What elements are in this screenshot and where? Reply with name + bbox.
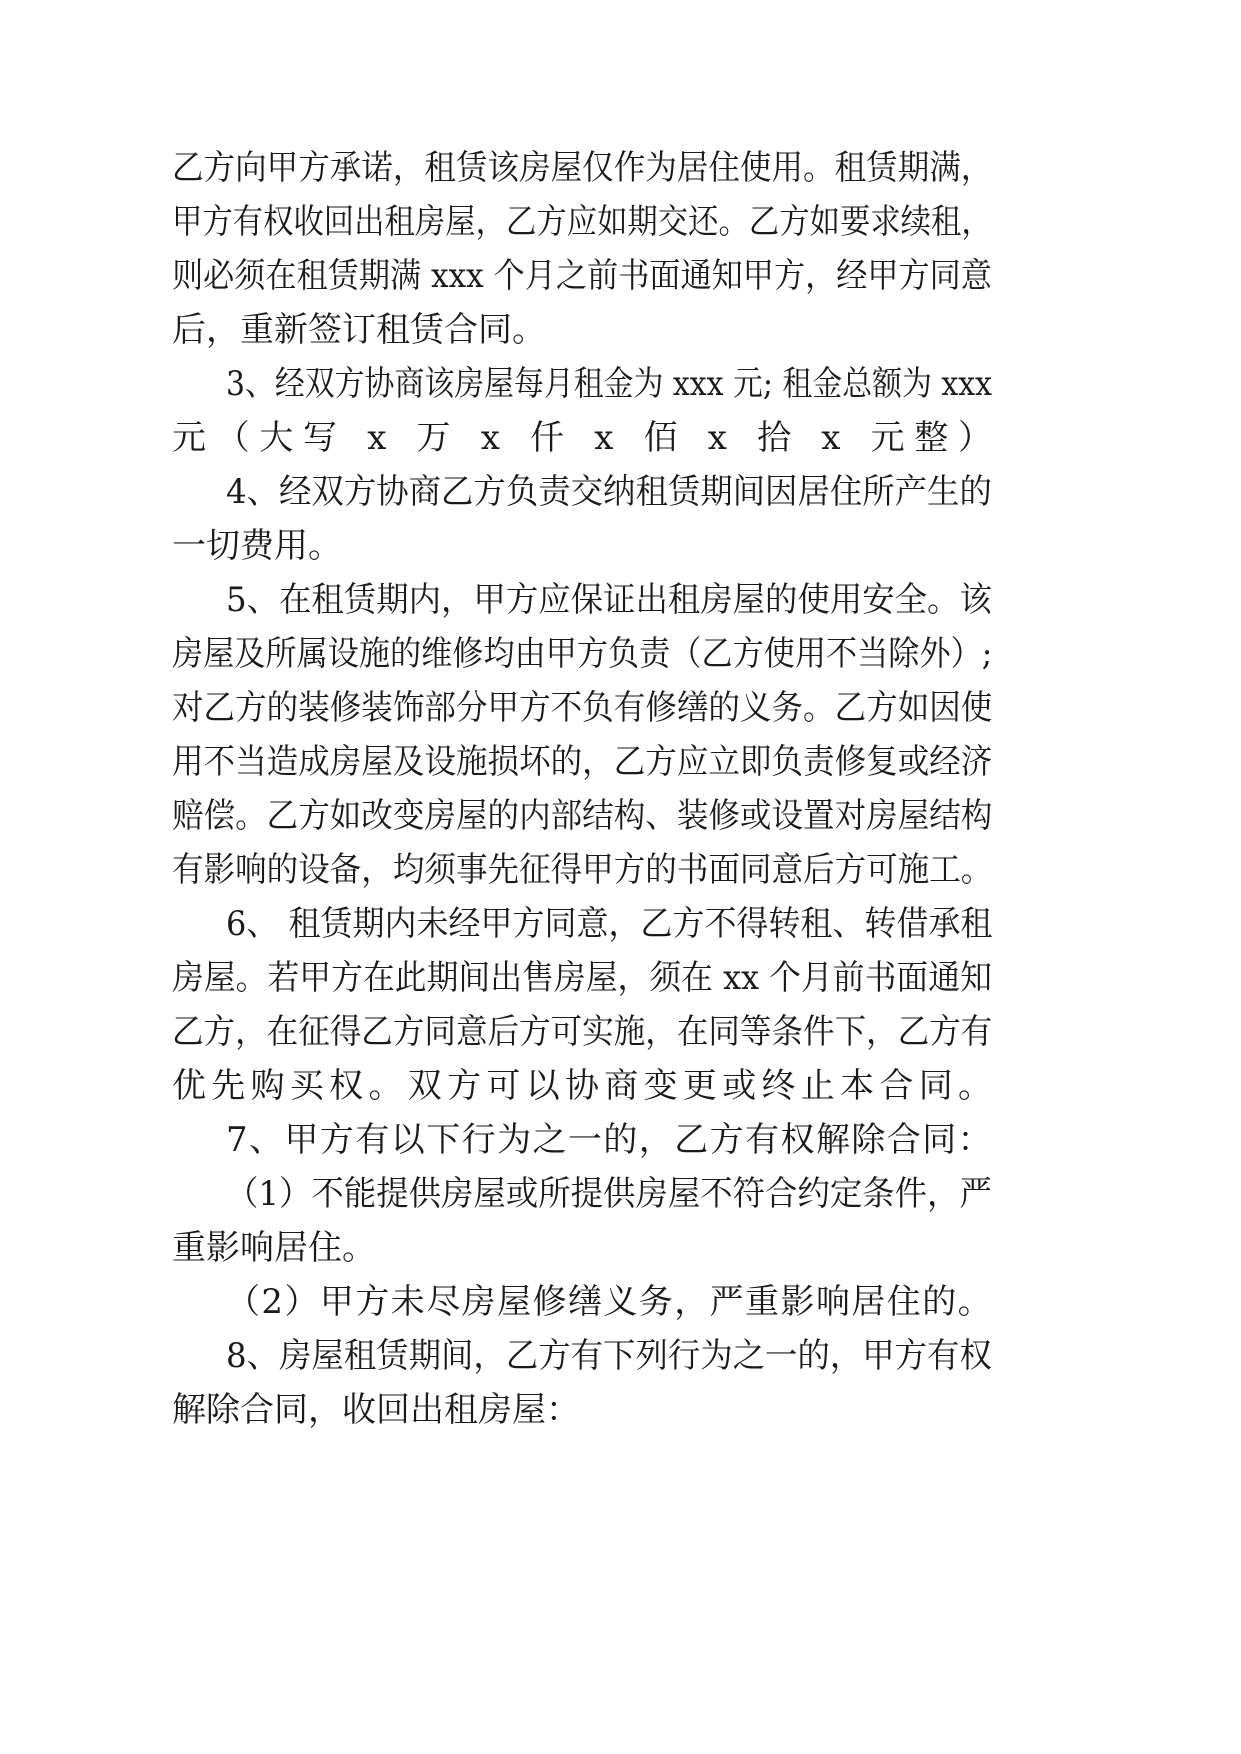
- text-line: 赔偿。乙方如改变房屋的内部结构、装修或设置对房屋结构: [172, 796, 993, 836]
- text-line: 对乙方的装修装饰部分甲方不负有修缮的义务。乙方如因使: [172, 688, 993, 728]
- text-line: 8、房屋租赁期间，乙方有下列行为之一的，甲方有权: [226, 1336, 992, 1376]
- text-line: 5、在租赁期内，甲方应保证出租房屋的使用安全。该: [226, 580, 992, 620]
- text-line: （2）甲方未尽房屋修缮义务，严重影响居住的。: [226, 1282, 994, 1322]
- text-line: 房屋及所属设施的维修均由甲方负责（乙方使用不当除外）;: [172, 634, 993, 674]
- text-line: 7、甲方有以下行为之一的，乙方有权解除合同：: [226, 1120, 994, 1160]
- text-line: 房屋。若甲方在此期间出售房屋，须在 xx 个月前书面通知: [172, 958, 992, 998]
- text-line: 甲方有权收回出租房屋，乙方应如期交还。乙方如要求续租，: [172, 202, 992, 242]
- text-line: 则必须在租赁期满 xxx 个月之前书面通知甲方，经甲方同意: [172, 256, 992, 296]
- text-line: 一切费用。: [172, 526, 342, 566]
- text-line: （1）不能提供房屋或所提供房屋不符合约定条件，严: [226, 1174, 992, 1214]
- text-line: 用不当造成房屋及设施损坏的，乙方应立即负责修复或经济: [172, 742, 993, 782]
- text-line: 乙方向甲方承诺，租赁该房屋仅作为居住使用。租赁期满，: [172, 148, 993, 188]
- text-line: 后，重新签订租赁合同。: [172, 310, 546, 350]
- text-line: 有影响的设备，均须事先征得甲方的书面同意后方可施工。: [172, 850, 993, 890]
- text-line: 3、经双方协商该房屋每月租金为 xxx 元; 租金总额为 xxx: [226, 364, 992, 404]
- text-line: 重影响居住。: [172, 1228, 376, 1268]
- text-line: 解除合同，收回出租房屋：: [172, 1390, 580, 1430]
- text-line: 优先购买权。双方可以协商变更或终止本合同。: [172, 1066, 998, 1106]
- text-line: 元（大写 x 万 x 仟 x 佰 x 拾 x 元整）: [172, 418, 1002, 458]
- text-line: 乙方，在征得乙方同意后方可实施，在同等条件下，乙方有: [172, 1012, 993, 1052]
- text-line: 6、 租赁期内未经甲方同意，乙方不得转租、转借承租: [226, 904, 993, 944]
- text-line: 4、经双方协商乙方负责交纳租赁期间因居住所产生的: [226, 472, 992, 512]
